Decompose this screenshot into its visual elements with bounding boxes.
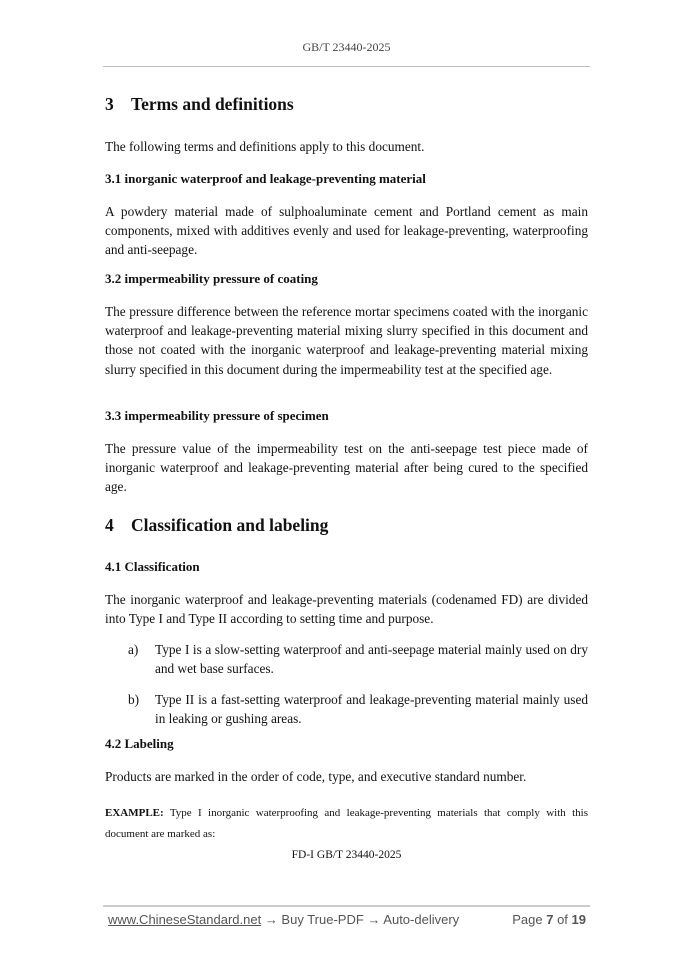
list-item <box>128 690 588 728</box>
page-number <box>512 912 586 927</box>
clause-4-1-text: The inorganic waterproof and leakage-preventing materials (codenamed FD) are divided into Type I and Type II according to setting time and purpose. <box>105 592 588 627</box>
list-marker: b) <box>128 692 140 707</box>
term-3-3-title: 3.3 impermeability pressure of specimen <box>105 408 329 423</box>
list-marker: a) <box>128 642 139 657</box>
website-link[interactable]: www.ChineseStandard.net <box>108 912 262 927</box>
header-divider <box>103 66 590 67</box>
section-title: Terms and definitions <box>131 94 294 114</box>
example-mark: FD-I GB/T 23440-2025 <box>291 849 402 861</box>
example-note <box>105 803 588 845</box>
footer-divider <box>103 905 590 907</box>
section-title: Classification and labeling <box>131 515 329 535</box>
clause-4-2-title: 4.2 Labeling <box>105 736 174 751</box>
example-label: EXAMPLE: <box>105 807 164 819</box>
footer-promo-text: → Buy True-PDF → Auto-delivery <box>261 912 460 927</box>
clause-4-1-title: 4.1 Classification <box>105 559 200 574</box>
section-3-heading <box>105 94 588 115</box>
term-3-1-text: A powdery material made of sulphoaluminate cement and Portland cement as main components, mixed with additives evenly and used for leakage-preventing, waterproofing and anti-seepage. <box>105 204 588 258</box>
list-item <box>128 640 588 678</box>
clause-4-2-text: Products are marked in the order of code, type, and executive standard number. <box>105 769 527 784</box>
page-label: Page <box>512 912 547 927</box>
section-4-heading <box>105 515 588 536</box>
section-number: 3 <box>105 94 114 114</box>
example-text: Type I inorganic waterproofing and leakage-preventing materials that comply with this document are marked as: <box>105 807 588 840</box>
footer-promo <box>108 912 459 927</box>
term-3-1-title: 3.1 inorganic waterproof and leakage-preventing material <box>105 171 426 186</box>
of-label: of <box>553 912 572 927</box>
term-3-2-title: 3.2 impermeability pressure of coating <box>105 271 318 286</box>
list-text: Type II is a fast-setting waterproof and leakage-preventing material mainly used in leaking or gushing areas. <box>155 692 588 727</box>
term-3-3-text: The pressure value of the impermeability test on the anti-seepage test piece made of inorganic waterproof and leakage-preventing material after being cured to the specified age. <box>105 441 588 495</box>
current-page: 7 <box>546 912 554 927</box>
page-header: GB/T 23440-2025 <box>302 40 391 54</box>
section-3-intro: The following terms and definitions apply to this document. <box>105 139 425 154</box>
section-number: 4 <box>105 515 114 535</box>
term-3-2-text: The pressure difference between the reference mortar specimens coated with the inorganic waterproof and leakage-preventing material mixing slurry specified in this document and those not coated with the inorganic waterproof and leakage-preventing material mixing slurry specified in this document during the impermeability test at the specified age. <box>105 304 588 377</box>
list-text: Type I is a slow-setting waterproof and anti-seepage material mainly used on dry and wet base surfaces. <box>155 642 588 677</box>
total-pages: 19 <box>571 912 586 927</box>
page-footer <box>108 912 586 927</box>
